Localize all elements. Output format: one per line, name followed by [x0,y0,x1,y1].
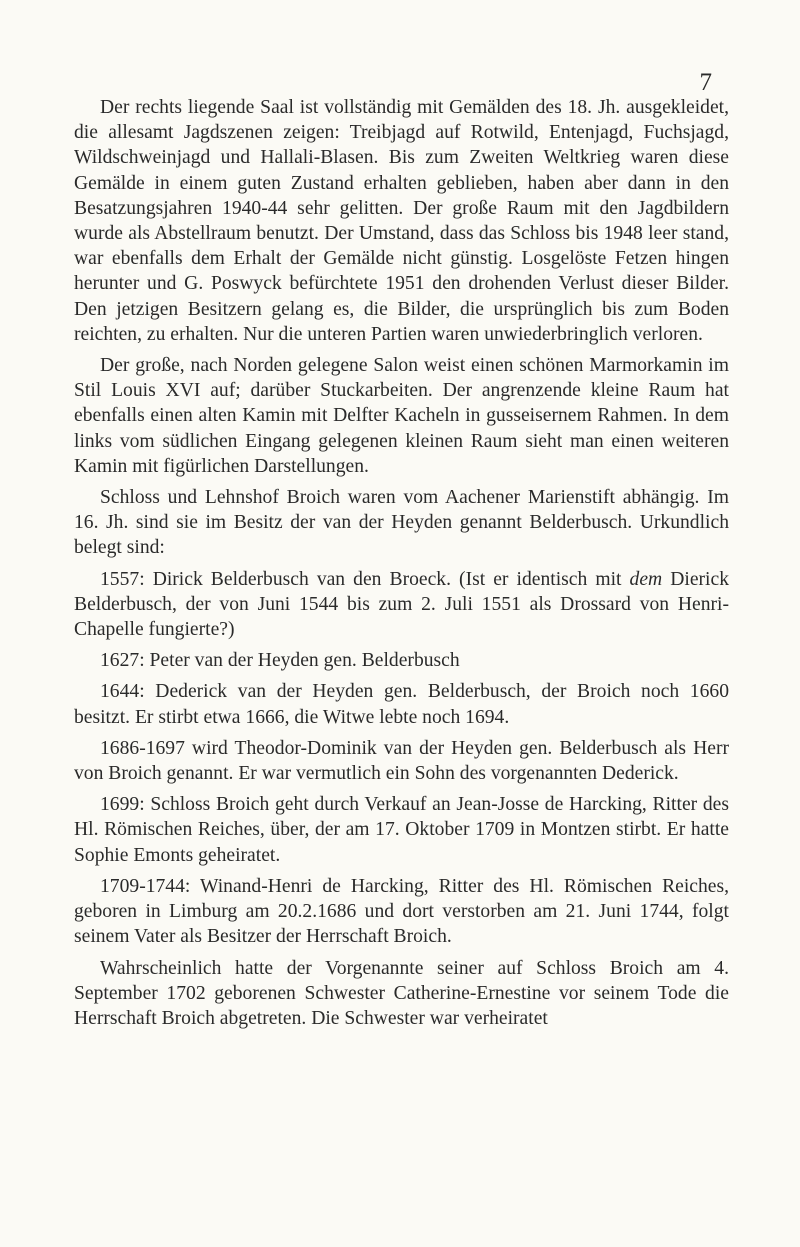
entry-1557-emphasis: dem [629,568,663,590]
paragraph-entry-1686: 1686-1697 wird Theodor-Dominik van der Heyden gen. Belderbusch als Herr von Broich genannt. Er war vermutlich ein Sohn des vorgenannten Dederick. [74,737,729,785]
entry-1557-text-before: 1557: Dirick Belderbusch van den Broeck. (Ist er identisch mit [100,568,630,590]
entry-1557-text-after: Dierick Belderbusch, der von Juni 1544 bis zum 2. Juli 1551 als Drossard von Henri-Chapelle fungierte?) [74,568,729,641]
paragraph-entry-1644: 1644: Dederick van der Heyden gen. Belderbusch, der Broich noch 1660 besitzt. Er stirbt etwa 1666, die Witwe lebte noch 1694. [74,681,729,728]
paragraph-ownership-intro: Schloss und Lehnshof Broich waren vom Aachener Marienstift abhängig. Im 16. Jh. sind sie im Besitz der van der Heyden genannt Belderbusch. Urkundlich belegt sind: [74,487,729,559]
paragraph-salon-fireplaces: Der große, nach Norden gelegene Salon weist einen schönen Marmorkamin im Stil Louis XVI auf; darüber Stuckarbeiten. Der angrenzende kleine Raum hat ebenfalls einen alten Kamin mit Delfter Kacheln in gusseisernem Rahmen. In dem links vom südlichen Eingang gelegenen kleinen Raum sieht man einen weiteren Kamin mit figürlichen Darstellungen. [74,355,729,477]
paragraph-entry-1557 [74,567,729,643]
page-number: 7 [699,69,712,96]
paragraph-catherine-ernestine: Wahrscheinlich hatte der Vorgenannte seiner auf Schloss Broich am 4. September 1702 geborenen Schwester Catherine-Ernestine vor seinem Tode die Herrschaft Broich abgetreten. Die Schwester war verheiratet [74,957,729,1029]
paragraph-entry-1627: 1627: Peter van der Heyden gen. Belderbusch [100,650,460,672]
paragraph-entry-1709: 1709-1744: Winand-Henri de Harcking, Ritter des Hl. Römischen Reiches, geboren in Limburg am 20.2.1686 und dort verstorben am 21. Juni 1744, folgt seinem Vater als Besitzer der Herrschaft Broich. [74,875,729,948]
paragraph-hunting-hall: Der rechts liegende Saal ist vollständig mit Gemälden des 18. Jh. ausgekleidet, die allesamt Jagdszenen zeigen: Treibjagd auf Rotwild, Entenjagd, Fuchsjagd, Wildschweinjagd und Hallali-Blasen. Bis zum Zweiten Weltkrieg waren diese Gemälde in einem guten Zustand erhalten geblieben, haben aber dann in den Besatzungsjahren 1940-44 sehr gelitten. Der große Raum mit den Jagdbildern wurde als Abstellraum benutzt. Der Umstand, dass das Schloss bis 1948 leer stand, war ebenfalls dem Erhalt der Gemälde nicht günstig. Losgelöste Fetzen hingen herunter und G. Poswyck befürchtete 1951 den drohenden Verlust dieser Bilder. Den jetzigen Besitzern gelang es, die Bilder, die ursprünglich bis zum Boden reichten, zu erhalten. Nur die unteren Partien waren unwiederbringlich verloren. [74,97,729,345]
body-text [74,95,729,1037]
paragraph-entry-1699: 1699: Schloss Broich geht durch Verkauf an Jean-Josse de Harcking, Ritter des Hl. Römischen Reiches, über, der am 17. Oktober 1709 in Montzen stirbt. Er hatte Sophie Emonts geheiratet. [74,794,729,866]
